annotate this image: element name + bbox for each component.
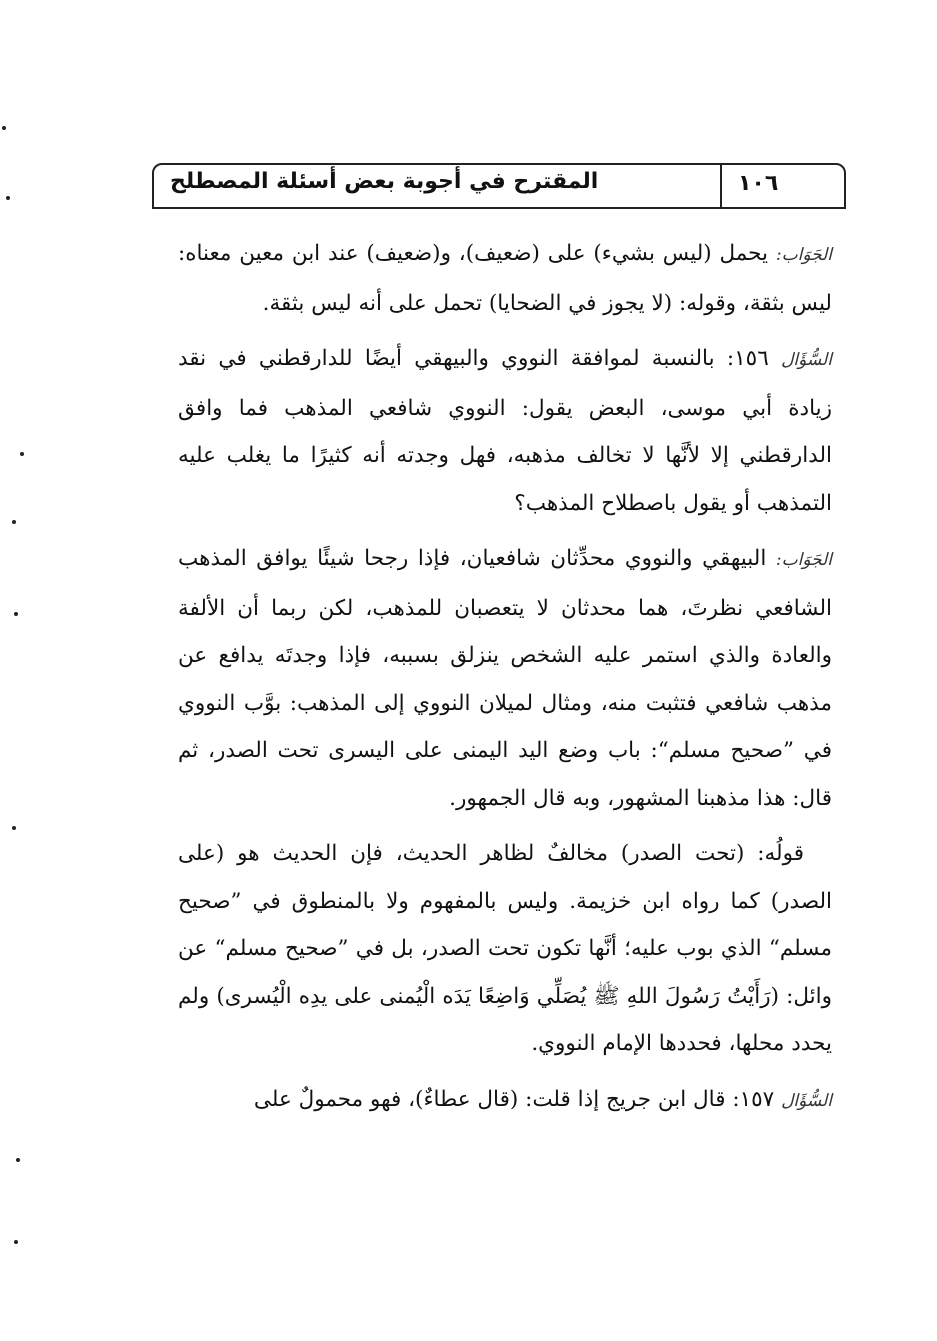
paragraph-text: يحمل (ليس بشيء) على (ضعيف)، و(ضعيف) عند ابن معين معناه: ليس بثقة، وقوله: (لا يجوز في الضحايا) تحمل على أنه ليس بثقة. <box>178 241 832 316</box>
answer-label: الجَوَاب: <box>775 245 832 265</box>
book-title: المقترح في أجوبة بعض أسئلة المصطلح <box>170 169 599 194</box>
paragraph-text: البيهقي والنووي محدِّثان شافعيان، فإذا رجحا شيئًا يوافق المذهب الشافعي نظرتَ، هما محدثان لا يتعصبان للمذهب، لكن ربما أن الألفة والعادة والذي استمر عليه الشخص ينزلق بسببه، فإذا وجدتَه يدافع عن مذهب شافعي فتثبت منه، ومثال لميلان النووي إلى المذهب: بوَّب النووي في ”صحيح مسلم“: باب وضع اليد اليمنى على اليسرى تحت الصدر، ثم قال: هذا مذهبنا المشهور، وبه قال الجمهور. <box>178 546 832 811</box>
page-number: ١٠٦ <box>738 171 779 196</box>
question-paragraph <box>178 335 832 527</box>
paragraph-text: ١٥٦: بالنسبة لموافقة النووي والبيهقي أيضًا للدارقطني في نقد زيادة أبي موسى، البعض يقول: النووي شافعي المذهب فما وافق الدارقطني إلا لأنَّها لا تخالف مذهبه، فهل وجدته أنه كثيرًا ما يغلب عليه التمذهب أو يقول باصطلاح المذهب؟ <box>178 346 832 516</box>
paragraph-text: قولُه: (تحت الصدر) مخالفٌ لظاهر الحديث، فإن الحديث هو (على الصدر) كما رواه ابن خزيمة. وليس بالمفهوم ولا بالمنطوق في ”صحيح مسلم“ الذي بوب عليه؛ أنَّها تكون تحت الصدر، بل في ”صحيح مسلم“ عن وائل: (رَأَيْتُ رَسُولَ اللهِ ﷺ يُصَلِّي وَاضِعًا يَدَه الْيُمنى على يدِه الْيُسرى) ولم يحدد محلها، فحددها الإمام النووي. <box>178 841 832 1056</box>
question-paragraph <box>178 1076 832 1126</box>
scan-speck <box>2 126 6 130</box>
scan-speck <box>14 1240 18 1244</box>
scan-speck <box>6 196 10 200</box>
page-header <box>152 163 846 209</box>
scan-speck <box>12 826 16 830</box>
answer-paragraph <box>178 230 832 327</box>
question-label: السُّؤَال <box>781 350 832 370</box>
answer-label: الجَوَاب: <box>775 550 832 570</box>
scan-speck <box>14 612 18 616</box>
question-label: السُّؤَال <box>781 1090 832 1111</box>
scan-speck <box>16 1158 20 1162</box>
scan-speck <box>12 520 16 524</box>
scan-speck <box>20 452 24 456</box>
answer-paragraph <box>178 535 832 822</box>
header-divider <box>720 163 722 207</box>
paragraph-text: ١٥٧: قال ابن جريج إذا قلت: (قال عطاءٌ)، فهو محمولٌ على <box>253 1086 782 1112</box>
body-paragraph <box>178 830 832 1068</box>
page-body <box>178 230 832 1133</box>
